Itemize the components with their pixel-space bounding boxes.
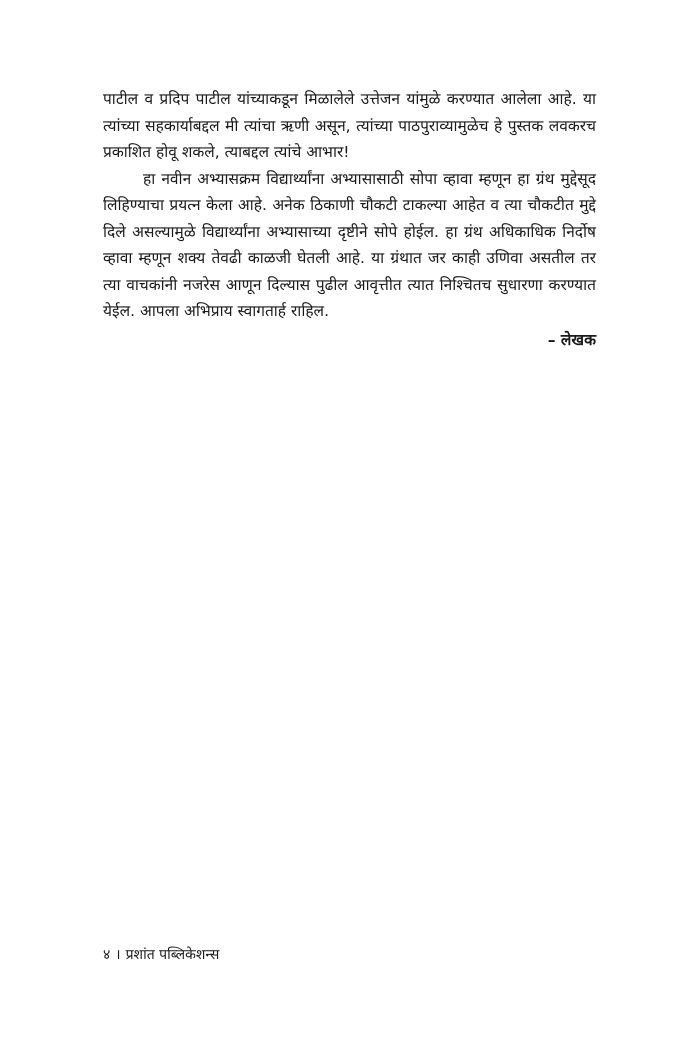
- footer-separator: ।: [115, 947, 121, 963]
- author-signature: – लेखक: [547, 330, 596, 349]
- body-paragraph-2: हा नवीन अभ्यासक्रम विद्यार्थ्यांना अभ्यासासाठी सोपा व्हावा म्हणून हा ग्रंथ मुद्देसूद लिहिण्याचा प्रयत्न केला आहे. अनेक ठिकाणी चौकटी टाकल्या आहेत व त्या चौकटीत मुद्दे दिले असल्यामुळे विद्यार्थ्यांना अभ्यासाच्या दृष्टीने सोपे होईल. हा ग्रंथ अधिकाधिक निर्दोष व्हावा म्हणून शक्य तेवढी काळजी घेतली आहे. या ग्रंथात जर काही उणिवा असतील तर त्या वाचकांनी नजरेस आणून दिल्यास पुढील आवृत्तीत त्यात निश्चितच सुधारणा करण्यात येईल. आपला अभिप्राय स्वागतार्ह राहिल.: [103, 169, 596, 320]
- body-paragraph-1: पाटील व प्रदिप पाटील यांच्याकडून मिळालेले उत्तेजन यांमुळे करण्यात आलेला आहे. या त्यांच्या सहकार्याबद्दल मी त्यांचा ऋणी असून, त्यांच्या पाठपुराव्यामुळेच हे पुस्तक लवकरच प्रकाशित होवू शकले, त्याबद्दल त्यांचे आभार!: [103, 90, 596, 161]
- page-number: ४: [103, 947, 111, 963]
- page-footer: [103, 944, 219, 966]
- page-body: [103, 86, 596, 353]
- publisher-name: प्रशांत पब्लिकेशन्स: [125, 947, 220, 963]
